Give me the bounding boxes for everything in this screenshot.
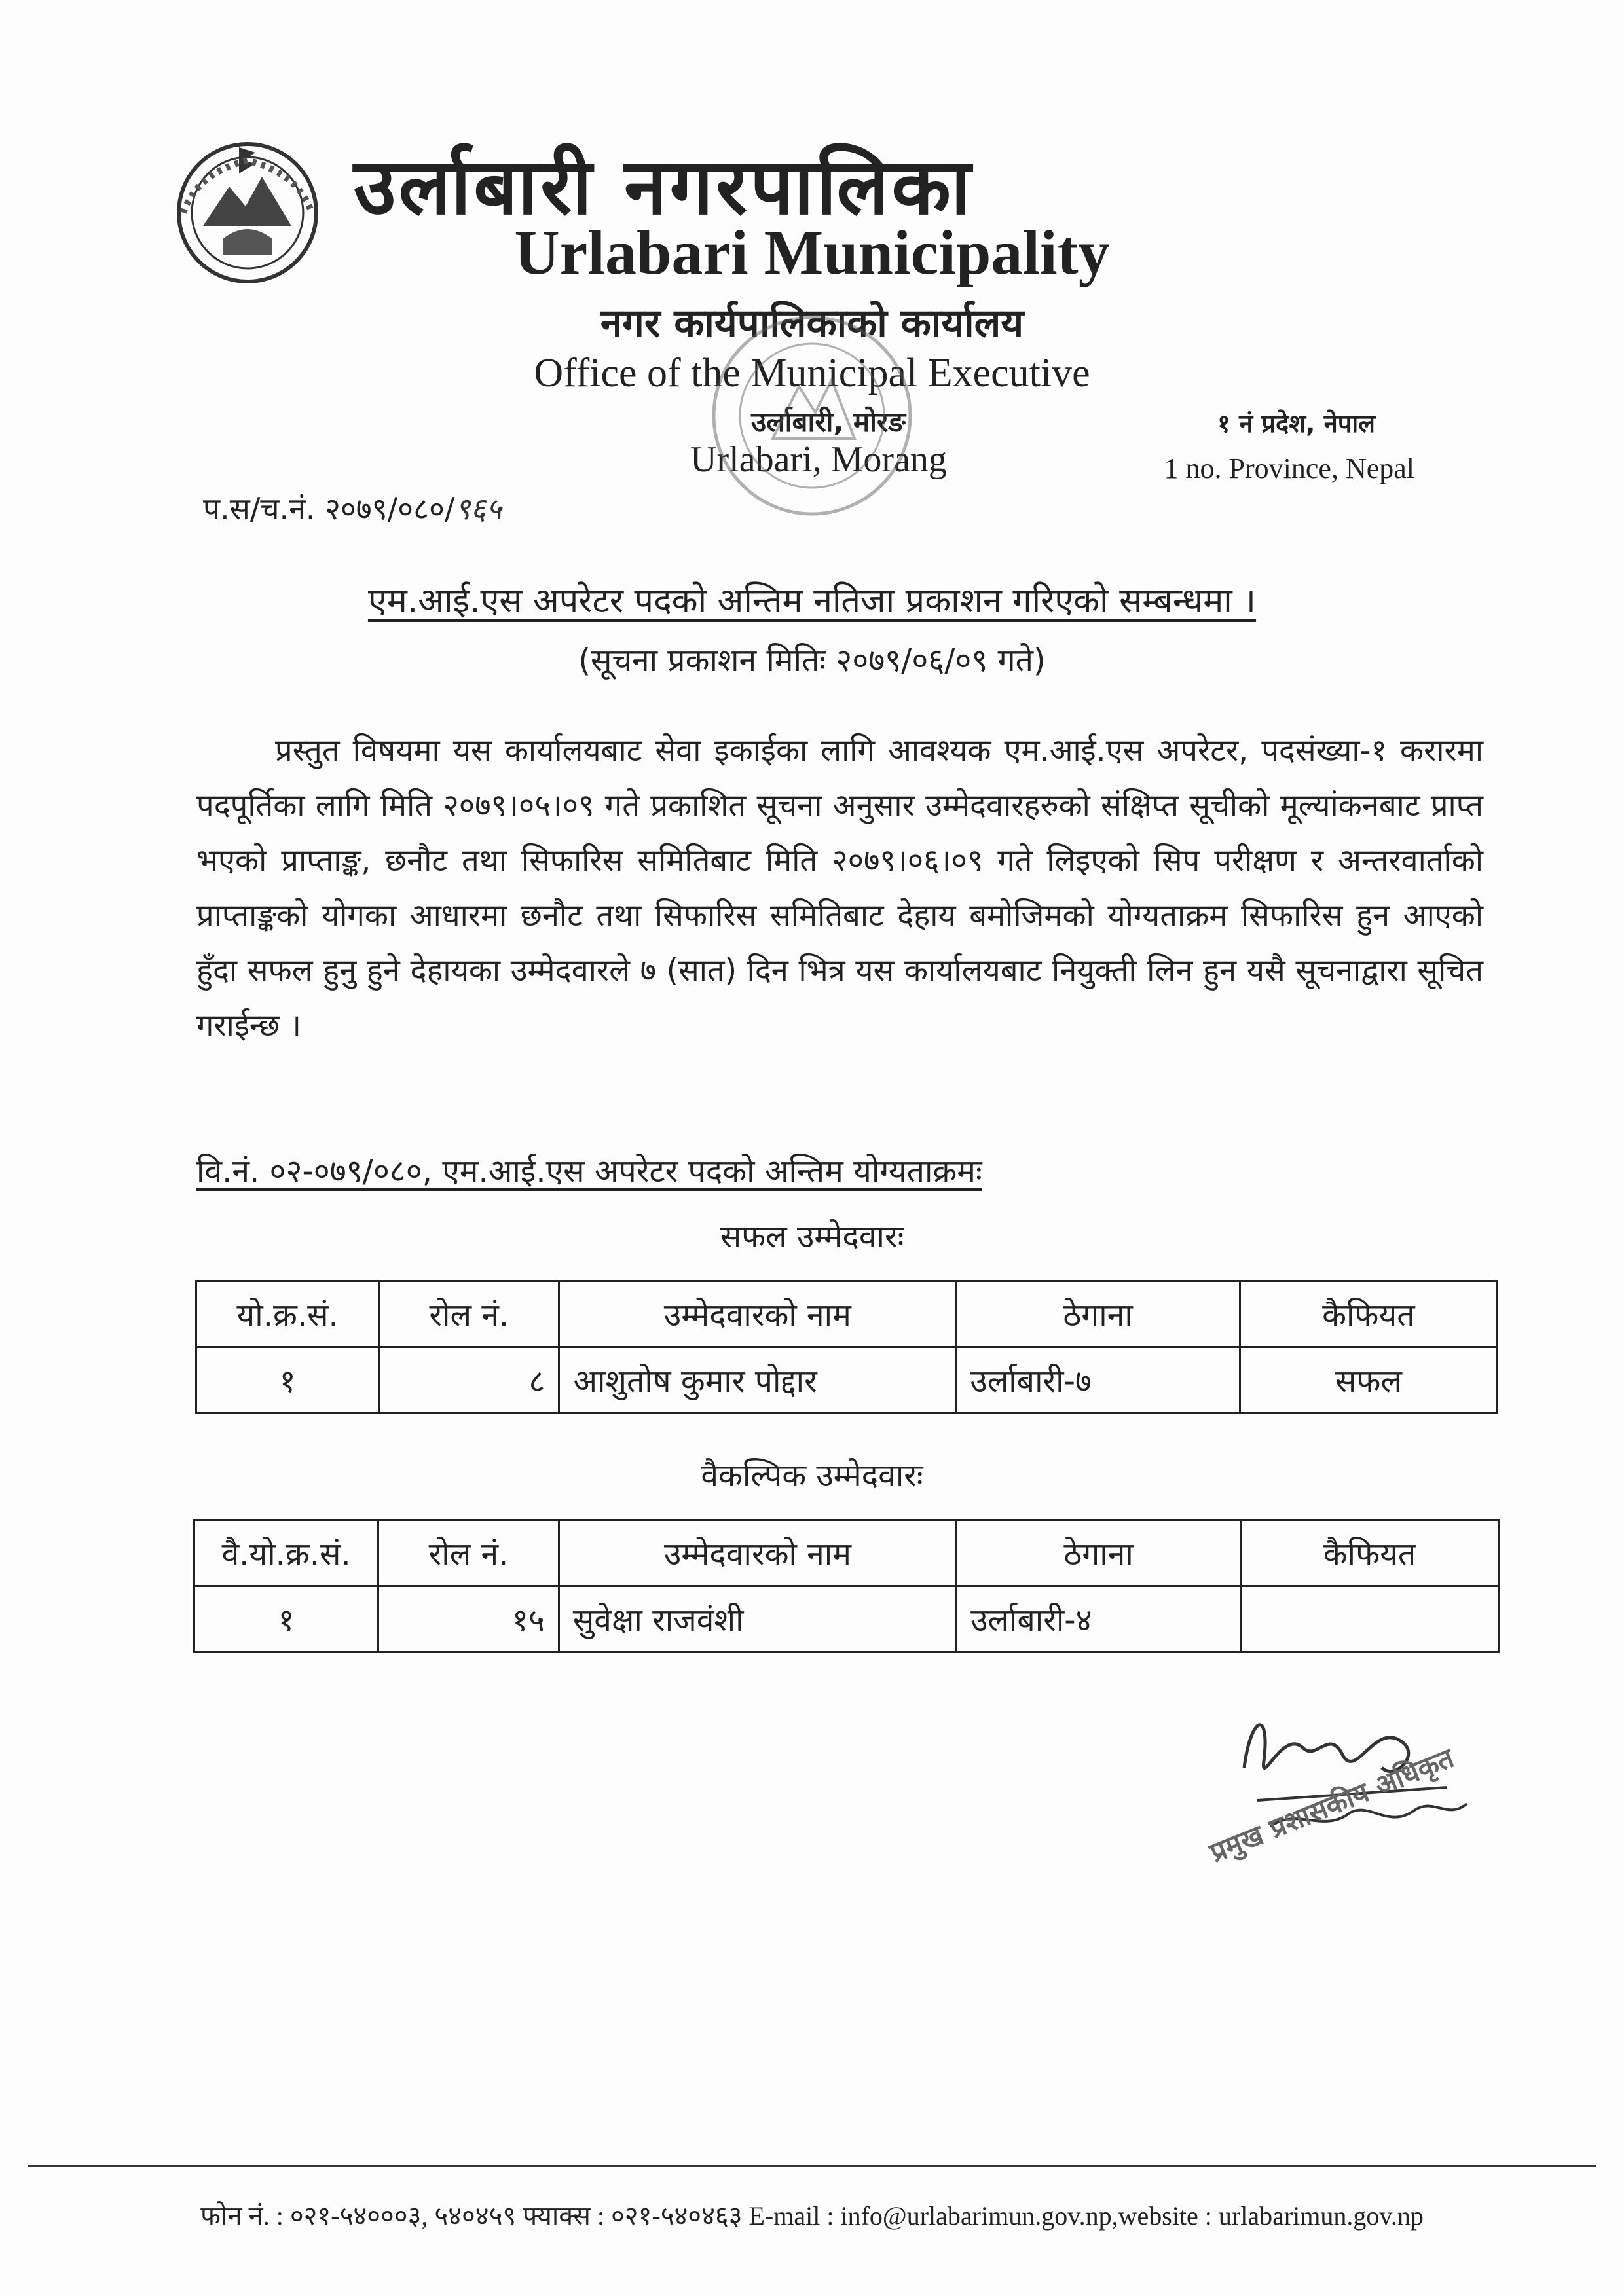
office-name-nepali: नगर कार्यपालिकाको कार्यालय <box>600 301 1024 346</box>
notice-subject-text: एम.आई.एस अपरेटर पदको अन्तिम नतिजा प्रकाशन गरिएको सम्बन्धमा । <box>367 581 1257 621</box>
successful-candidates-title: सफल उम्मेदवारः <box>720 1218 904 1255</box>
footer-contact: फोन नं. : ०२१-५४०००३, ५४०४५९ फ्याक्स : ०२१-५४०४६३ E-mail : info@urlabarimun.gov.np,website : urlabarimun.gov.np <box>200 2201 1424 2231</box>
province-english: 1 no. Province, Nepal <box>1164 452 1414 484</box>
cell-name: आशुतोष कुमार पोद्दार <box>559 1347 956 1413</box>
cell-name: सुवेक्षा राजवंशी <box>559 1586 956 1652</box>
municipality-name-nepali: उर्लाबारी नगरपालिका <box>354 141 974 232</box>
header-serial: यो.क्र.सं. <box>196 1281 379 1347</box>
header-roll: रोल नं. <box>378 1520 559 1586</box>
alternate-candidates-title: वैकल्पिक उम्मेदवारः <box>701 1457 923 1494</box>
table-row <box>196 1347 1498 1413</box>
office-name-english: Office of the Municipal Executive <box>534 351 1090 395</box>
table-header-row <box>194 1520 1499 1586</box>
notice-body: प्रस्तुत विषयमा यस कार्यालयबाट सेवा इकाईका लागि आवश्यक एम.आई.एस अपरेटर, पदसंख्या-१ करारमा पदपूर्तिका लागि मिति २०७९।०५।०९ गते प्रकाशित सूचना अनुसार उम्मेदवारहरुको संक्षिप्त सूचीको मूल्यांकनबाट प्राप्त भएको प्राप्ताङ्क, छनौट तथा सिफारिस समितिबाट मिति २०७९।०६।०९ गते लिइएको सिप परीक्षण र अन्तरवार्ताको प्राप्ताङ्कको योगका आधारमा छनौट तथा सिफारिस समितिबाट देहाय बमोजिमको योग्यताक्रम सिफारिस हुन आएको हुँदा सफल हुनु हुने देहायका उम्मेदवारले ७ (सात) दिन भित्र यस कार्यालयबाट नियुक्ती लिन हुन यसै सूचनाद्वारा सूचित गराईन्छ । <box>196 733 1483 1044</box>
alternate-candidates-table <box>193 1519 1500 1653</box>
table-header-row <box>196 1281 1498 1347</box>
header-serial: वै.यो.क्र.सं. <box>194 1520 378 1586</box>
header-address: ठेगाना <box>957 1520 1241 1586</box>
notice-subject <box>0 576 1624 623</box>
cell-serial: १ <box>194 1586 378 1652</box>
cell-serial: १ <box>196 1347 379 1413</box>
address-english: Urlabari, Morang <box>690 439 947 480</box>
cell-remarks <box>1241 1586 1499 1652</box>
province-nepali: १ नं प्रदेश, नेपाल <box>1217 409 1375 438</box>
table-row <box>194 1586 1499 1652</box>
cell-address: उर्लाबारी-७ <box>956 1347 1240 1413</box>
header-remarks: कैफियत <box>1241 1520 1499 1586</box>
reference-number <box>203 488 502 528</box>
address-nepali: उर्लाबारी, मोरङ <box>751 406 906 438</box>
footer-divider <box>28 2165 1596 2167</box>
municipality-name-english: Urlabari Municipality <box>514 217 1110 287</box>
successful-candidates-table <box>195 1280 1498 1414</box>
header-roll: रोल नं. <box>379 1281 559 1347</box>
notice-publication-date: (सूचना प्रकाशन मितिः २०७९/०६/०९ गते) <box>578 642 1046 679</box>
signatory-title: प्रमुख प्रशासकीय अधिकृत <box>1205 1741 1458 1869</box>
cell-remarks: सफल <box>1240 1347 1497 1413</box>
header-remarks: कैफियत <box>1240 1281 1497 1347</box>
cell-roll: ८ <box>379 1347 559 1413</box>
header-name: उम्मेदवारको नाम <box>559 1281 956 1347</box>
cell-address: उर्लाबारी-४ <box>957 1586 1241 1652</box>
office-stamp <box>694 308 930 524</box>
header-name: उम्मेदवारको नाम <box>559 1520 956 1586</box>
cell-roll: १५ <box>378 1586 559 1652</box>
header-address: ठेगाना <box>956 1281 1240 1347</box>
merit-list-title: वि.नं. ०२-०७९/०८०, एम.आई.एस अपरेटर पदको अन्तिम योग्यताक्रमः <box>196 1153 982 1190</box>
reference-label: प.स/च.नं. २०७९/०८०/ <box>203 491 455 526</box>
reference-handwritten-number: ९६५ <box>454 491 502 526</box>
